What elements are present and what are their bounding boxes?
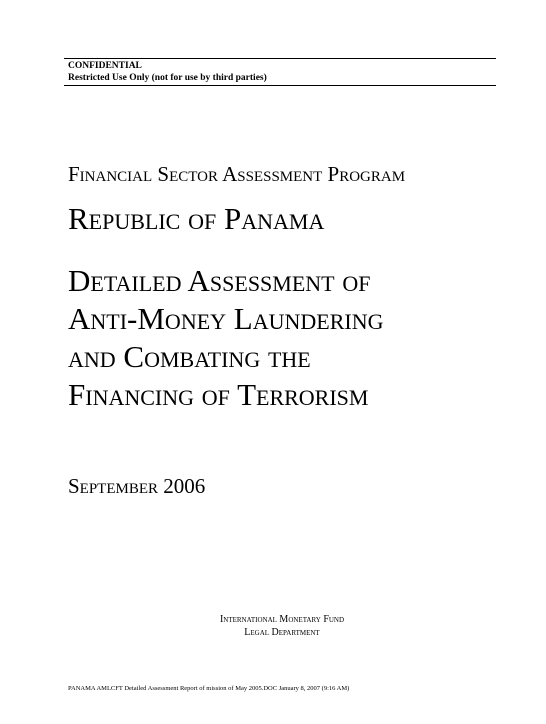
program-title: Financial Sector Assessment Program <box>68 162 406 186</box>
restriction-label: Restricted Use Only (not for use by third parties) <box>68 73 267 83</box>
organization-department: Legal Department <box>244 627 320 638</box>
organization-name: International Monetary Fund <box>219 614 345 625</box>
report-title-line-1: Detailed Assessment of <box>68 263 371 298</box>
report-title <box>68 262 383 414</box>
report-title-line-4: Financing of Terrorism <box>68 377 369 412</box>
header-bottom-rule <box>64 85 496 86</box>
header-top-rule <box>64 58 496 59</box>
classification-label: CONFIDENTIAL <box>68 61 142 71</box>
document-footer: PANAMA AMLCFT Detailed Assessment Report of mission of May 2005.DOC January 8, 2007 (9:16 AM) <box>68 685 350 692</box>
country-title: Republic of Panama <box>68 201 325 236</box>
report-title-line-3: and Combating the <box>68 339 311 374</box>
report-title-line-2: Anti-Money Laundering <box>68 301 384 336</box>
report-date: September 2006 <box>68 474 206 498</box>
